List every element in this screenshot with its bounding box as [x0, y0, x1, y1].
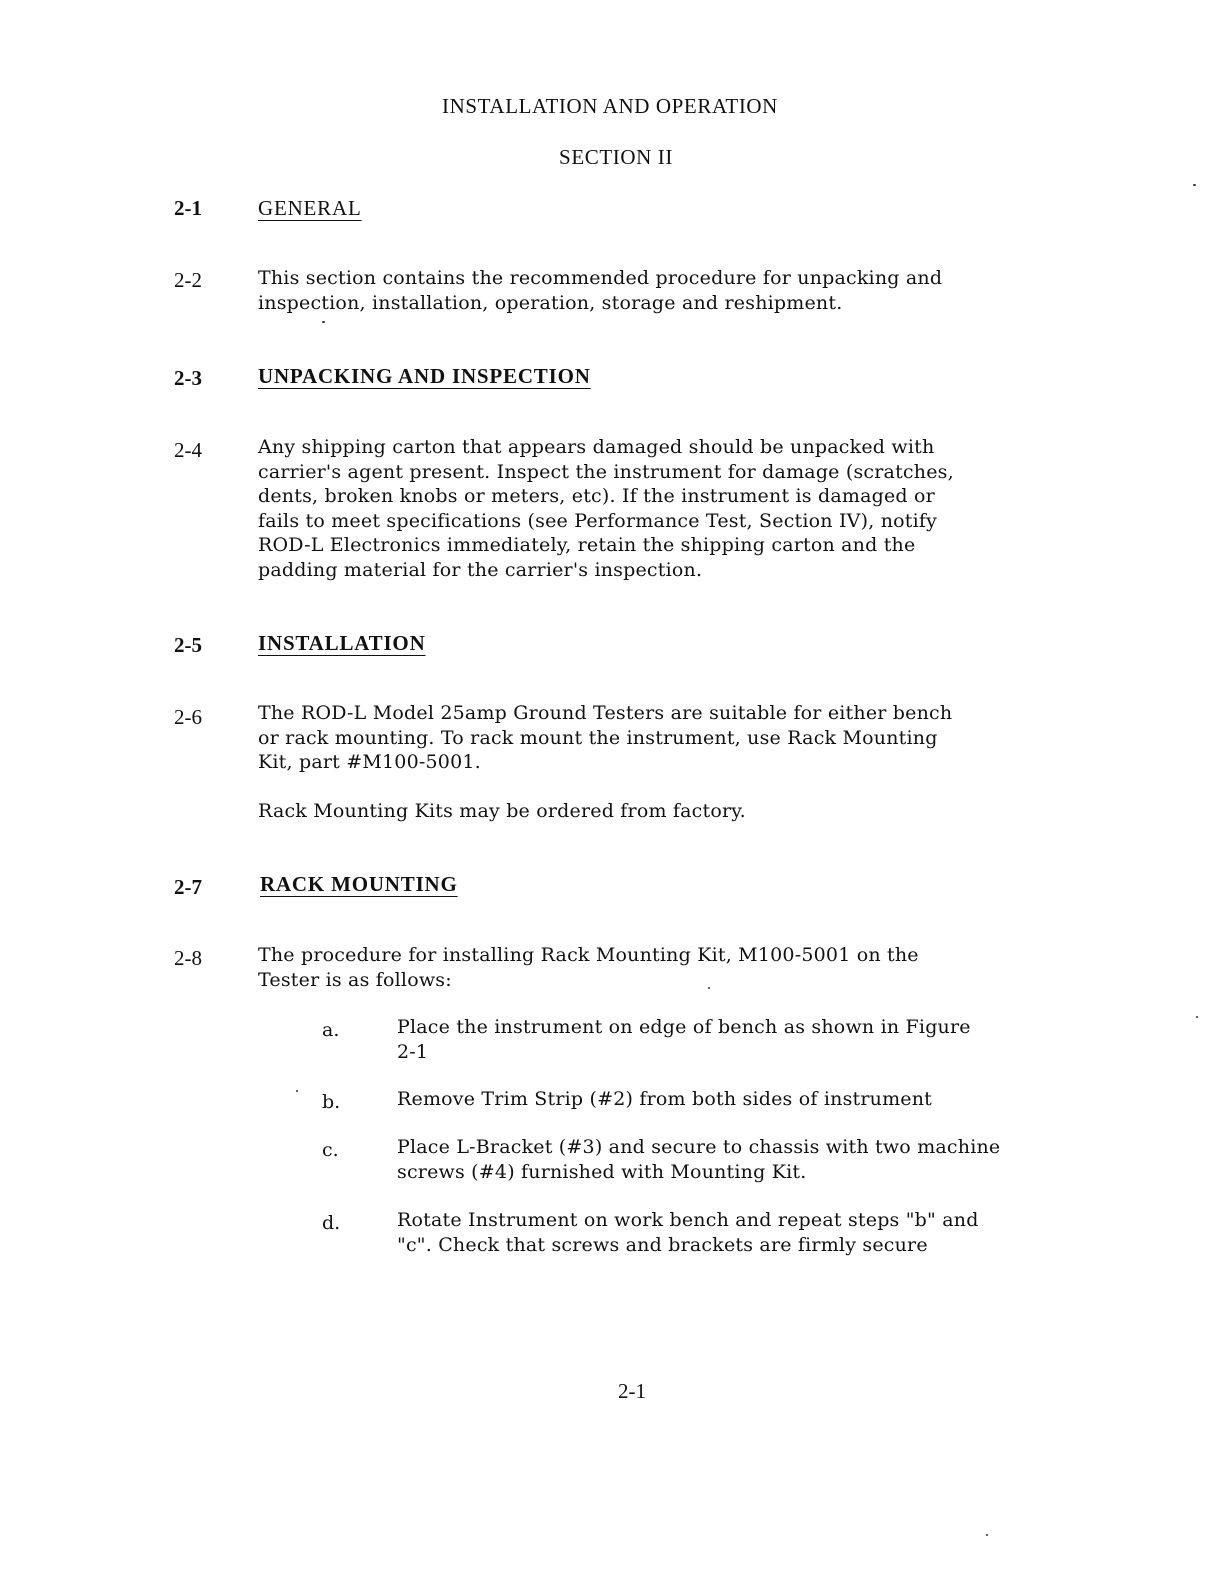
- paragraph-line: Any shipping carton that appears damaged should be unpacked with: [258, 436, 935, 458]
- paragraph-2-6: [258, 701, 1038, 775]
- paragraph-line: The procedure for installing Rack Mounting Kit, M100-5001 on the: [258, 944, 919, 966]
- section-number: 2-5: [174, 633, 202, 657]
- paragraph-line: inspection, installation, operation, storage and reshipment.: [258, 291, 843, 314]
- paragraph-line: Rack Mounting Kits may be ordered from factory.: [258, 800, 746, 822]
- section-heading-unpacking: UNPACKING AND INSPECTION: [258, 364, 591, 388]
- step-text-b: [397, 1087, 1057, 1112]
- section-heading-general: GENERAL: [258, 196, 362, 220]
- scan-speck: [322, 321, 325, 323]
- step-line: Place the instrument on edge of bench as shown in Figure: [397, 1016, 971, 1038]
- section-label: SECTION II: [559, 145, 673, 169]
- paragraph-line: ROD-L Electronics immediately, retain the shipping carton and the: [258, 534, 916, 556]
- section-heading-rack-mounting: RACK MOUNTING: [260, 872, 458, 896]
- paragraph-line: Tester is as follows:: [258, 968, 452, 991]
- scan-speck: [1193, 184, 1196, 186]
- paragraph-line: fails to meet specifications (see Performance Test, Section IV), notify: [258, 509, 938, 532]
- paragraph-line: padding material for the carrier's inspection.: [258, 558, 703, 581]
- paragraph-line: or rack mounting. To rack mount the instrument, use Rack Mounting: [258, 726, 938, 749]
- scan-speck: [296, 1090, 298, 1092]
- scan-speck: [986, 1534, 988, 1536]
- step-text-d: [397, 1208, 1057, 1257]
- paragraph-line: carrier's agent present. Inspect the instrument for damage (scratches,: [258, 460, 954, 483]
- step-line: Remove Trim Strip (#2) from both sides of instrument: [397, 1088, 933, 1110]
- step-letter: a.: [322, 1019, 340, 1041]
- paragraph-2-8: [258, 943, 1038, 992]
- scan-speck: [708, 987, 710, 989]
- paragraph-line: The ROD-L Model 25amp Ground Testers are suitable for either bench: [258, 702, 953, 724]
- section-number: 2-3: [174, 366, 202, 390]
- paragraph-number: 2-4: [174, 438, 202, 462]
- page-title: INSTALLATION AND OPERATION: [442, 94, 778, 118]
- section-heading-installation: INSTALLATION: [258, 631, 426, 655]
- step-letter: d.: [322, 1212, 341, 1234]
- scan-speck: [1196, 1016, 1198, 1018]
- paragraph-number: 2-2: [174, 268, 202, 292]
- step-line: screws (#4) furnished with Mounting Kit.: [397, 1160, 807, 1183]
- section-number: 2-7: [174, 875, 202, 899]
- step-letter: c.: [322, 1139, 339, 1161]
- paragraph-number: 2-8: [174, 946, 202, 970]
- paragraph-2-4: [258, 435, 1038, 582]
- paragraph-line: dents, broken knobs or meters, etc). If the instrument is damaged or: [258, 485, 935, 507]
- step-line: 2-1: [397, 1040, 429, 1063]
- step-line: "c". Check that screws and brackets are firmly secure: [397, 1233, 928, 1256]
- step-line: Place L-Bracket (#3) and secure to chassis with two machine: [397, 1136, 1001, 1158]
- paragraph-2-6-note: [258, 799, 1038, 824]
- paragraph-line: This section contains the recommended procedure for unpacking and: [258, 267, 943, 289]
- section-number: 2-1: [174, 196, 202, 220]
- page-number: 2-1: [618, 1379, 646, 1403]
- step-line: Rotate Instrument on work bench and repeat steps "b" and: [397, 1209, 979, 1231]
- paragraph-number: 2-6: [174, 705, 202, 729]
- paragraph-line: Kit, part #M100-5001.: [258, 751, 481, 773]
- step-letter: b.: [322, 1091, 341, 1113]
- step-text-c: [397, 1135, 1057, 1184]
- paragraph-2-2: [258, 266, 1038, 315]
- step-text-a: [397, 1015, 1057, 1064]
